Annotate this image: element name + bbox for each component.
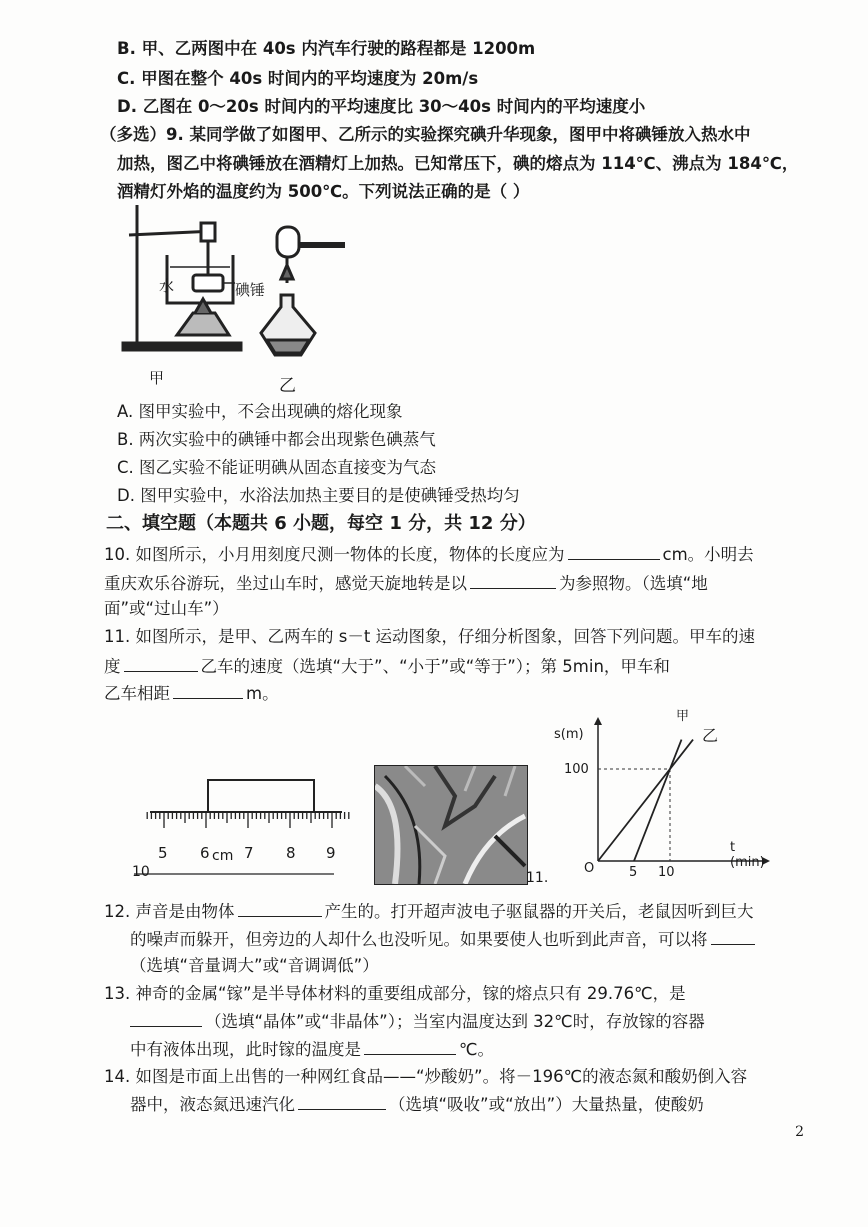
ruler-drawing <box>128 772 353 884</box>
series-line-yi <box>598 740 693 861</box>
q10-answer-reference-blank[interactable] <box>470 572 556 589</box>
q14-line-1: 14. 如图是市面上出售的一种网红食品——“炒酸奶”。将－196℃的液态氮和酸奶倒入容 <box>104 1067 748 1086</box>
x-tick-10: 10 <box>658 865 675 880</box>
q10-line-2 <box>104 572 708 595</box>
q12-line-1 <box>104 900 754 923</box>
q9-option-d: D. 图甲实验中，水浴法加热主要目的是使碘锤受热均匀 <box>117 486 520 505</box>
q13-line-2 <box>130 1010 705 1033</box>
figure-jia-label: 甲 <box>149 369 165 387</box>
y-axis-label: s(m) <box>554 727 584 742</box>
roller-coaster-photo <box>374 765 528 885</box>
q11-answer-distance-blank[interactable] <box>173 682 243 699</box>
q13-text-3b: ℃。 <box>459 1040 495 1059</box>
q12-text-1b: 产生的。打开超声波电子驱鼠器的开关后，老鼠因听到巨大 <box>324 902 754 921</box>
q10-text-2b: 为参照物。（选填“地 <box>559 574 708 593</box>
ruler-figure <box>128 772 353 884</box>
ruler-tick-label-6: 6 <box>200 844 210 862</box>
q12-answer-method-blank[interactable] <box>711 928 755 945</box>
q10-text-2a: 重庆欢乐谷游玩，坐过山车时，感觉天旋地转是以 <box>104 574 467 593</box>
iodine-apparatus-figure <box>115 195 375 395</box>
water-label: 水 <box>159 277 175 295</box>
ruler-tick-label-7: 7 <box>244 844 254 862</box>
q12-text-2a: 的噪声而躲开，但旁边的人却什么也没听见。如果要使人也听到此声音，可以将 <box>130 930 708 949</box>
q11-answer-speed-blank[interactable] <box>124 655 198 672</box>
q10-line-3: 面”或“过山车”） <box>104 599 229 618</box>
q10-text-1b: cm。小明去 <box>662 545 754 564</box>
q13-line-3 <box>130 1038 494 1061</box>
q11-line-3 <box>104 682 279 705</box>
q12-text-1a: 12. 声音是由物体 <box>104 902 235 921</box>
q10-answer-length-blank[interactable] <box>568 543 660 560</box>
q9-option-c: C. 图乙实验不能证明碘从固态直接变为气态 <box>117 458 437 477</box>
q11-line-2 <box>104 655 670 678</box>
q14-line-2 <box>130 1093 704 1116</box>
q9-stem-line-2: 加热，图乙中将碘锤放在酒精灯上加热。已知常压下，碘的熔点为 114℃、沸点为 184℃， <box>117 154 799 173</box>
q9-stem-line-3: 酒精灯外焰的温度约为 500℃。下列说法正确的是（ ） <box>117 182 530 201</box>
y-tick-100: 100 <box>564 762 589 777</box>
q11-text-2a: 度 <box>104 657 121 676</box>
ruler-figure-number: 10 <box>132 864 150 880</box>
q8-option-b: B. 甲、乙两图中在 40s 内汽车行驶的路程都是 1200m <box>117 39 536 58</box>
origin-label: O <box>584 861 595 876</box>
q11-text-3b: m。 <box>246 684 279 703</box>
q9-option-a: A. 图甲实验中，不会出现碘的熔化现象 <box>117 402 403 421</box>
ruler-tick-label-9: 9 <box>326 844 336 862</box>
q13-text-2b: （选填“晶体”或“非晶体”）；当室内温度达到 32℃时，存放镓的容器 <box>205 1012 705 1031</box>
q9-option-b: B. 两次实验中的碘锤中都会出现紫色碘蒸气 <box>117 430 436 449</box>
series-yi-label: 乙 <box>702 726 719 745</box>
series-line-jia <box>634 740 682 861</box>
q10-text-1a: 10. 如图所示，小月用刻度尺测一物体的长度，物体的长度应为 <box>104 545 565 564</box>
q13-answer-crystal-blank[interactable] <box>130 1010 202 1027</box>
q11-line-1: 11. 如图所示，是甲、乙两车的 s－t 运动图象，仔细分析图象，回答下列问题。甲车的速 <box>104 627 756 646</box>
section-2-title: 二、填空题（本题共 6 小题，每空 1 分，共 12 分） <box>106 513 536 534</box>
q14-answer-heat-blank[interactable] <box>298 1093 386 1110</box>
figure-yi-label: 乙 <box>279 376 296 396</box>
q14-text-2a: 器中，液态氮迅速汽化 <box>130 1095 295 1114</box>
q13-line-1: 13. 神奇的金属“镓”是半导体材料的重要组成部分，镓的熔点只有 29.76℃，是 <box>104 984 686 1003</box>
ruler-tick-label-5: 5 <box>158 844 168 862</box>
q8-option-d: D. 乙图在 0～20s 时间内的平均速度比 30～40s 时间内的平均速度小 <box>117 97 646 116</box>
roller-coaster-image <box>375 766 527 884</box>
q12-line-2 <box>130 928 758 951</box>
q13-answer-temperature-blank[interactable] <box>364 1038 456 1055</box>
x-tick-5: 5 <box>629 865 638 880</box>
q10-line-1 <box>104 543 754 566</box>
q9-stem-line-1: （多选）9. 某同学做了如图甲、乙所示的实验探究碘升华现象，图甲中将碘锤放入热水中 <box>100 125 751 144</box>
q11-text-3a: 乙车相距 <box>104 684 170 703</box>
q8-option-c: C. 甲图在整个 40s 时间内的平均速度为 20m/s <box>117 69 479 88</box>
q13-text-3a: 中有液体出现，此时镓的温度是 <box>130 1040 361 1059</box>
q12-answer-source-blank[interactable] <box>238 900 322 917</box>
x-axis-label: t (min) <box>730 840 765 870</box>
ruler-unit-label: cm <box>212 848 234 864</box>
iodine-hammer-label: 碘锤 <box>235 281 266 299</box>
photo-figure-number: 11. <box>526 870 549 886</box>
page-number: 2 <box>795 1124 804 1140</box>
q14-text-2b: （选填“吸收”或“放出”）大量热量，使酸奶 <box>389 1095 704 1114</box>
series-jia-label: 甲 <box>676 709 690 724</box>
q12-line-3: （选填“音量调大”或“音调调低”） <box>130 956 379 975</box>
st-graph-figure <box>550 705 770 885</box>
q11-text-2b: 乙车的速度（选填“大于”、“小于”或“等于”）；第 5min，甲车和 <box>200 657 670 676</box>
ruler-tick-label-8: 8 <box>286 844 296 862</box>
